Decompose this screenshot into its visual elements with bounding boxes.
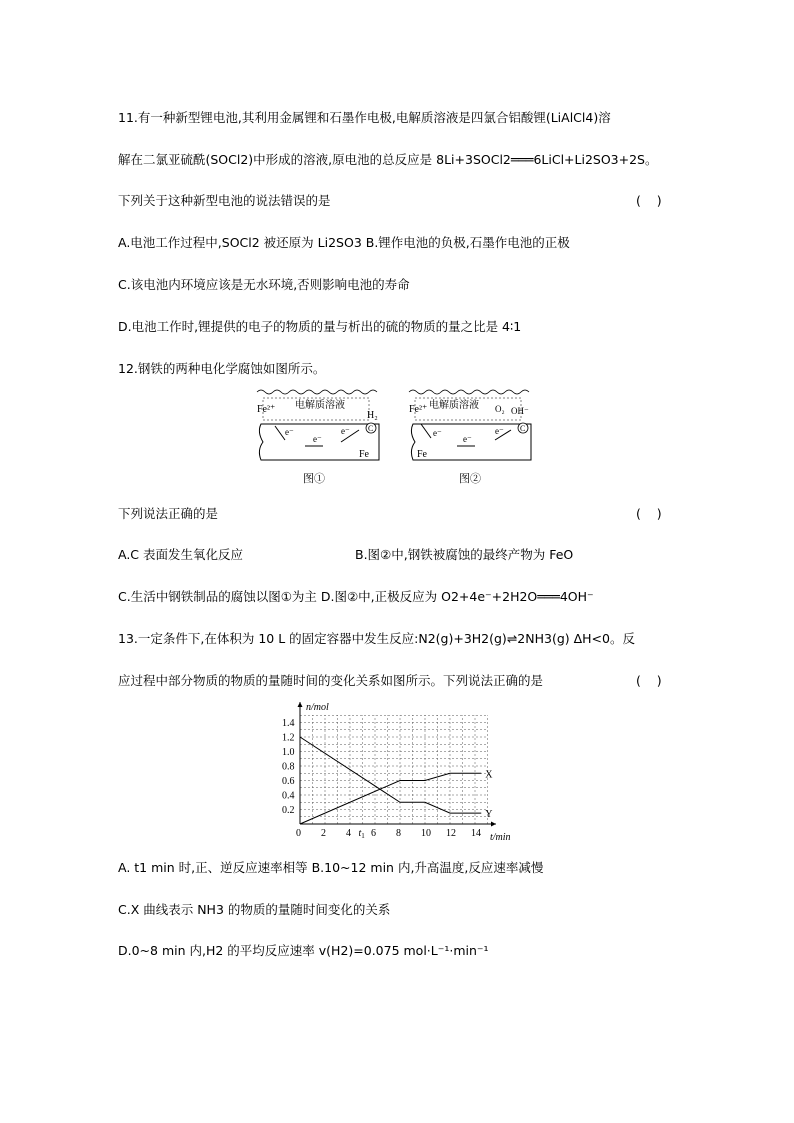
fig1-e-1: e⁻ (285, 427, 294, 437)
fig2-arrow-1 (421, 424, 431, 438)
figure-1 (257, 390, 379, 485)
x-tick-label: 10 (421, 828, 431, 839)
x-tick-label: 8 (396, 828, 401, 839)
fig2-o2-label: O₂ (495, 404, 505, 414)
q12-line-1: 12.钢铁的两种电化学腐蚀如图所示。 (118, 361, 326, 376)
amount-time-chart (270, 698, 520, 844)
q11-option-a-b: A.电池工作过程中,SOCl2 被还原为 Li2SO3 B.锂作电池的负极,石墨作电池的正极 (118, 235, 570, 250)
figure-2 (409, 390, 531, 485)
y-axis-arrow (298, 702, 303, 707)
q12-line-2: 下列说法正确的是 (118, 506, 219, 521)
q12-option-c-d: C.生活中钢铁制品的腐蚀以图①为主 D.图②中,正极反应为 O2+4e⁻+2H2O═══4OH⁻ (118, 589, 594, 604)
q12-option-a: A.C 表面发生氧化反应 (118, 547, 244, 562)
q12-answer-paren: ( ) (636, 506, 662, 521)
fig1-e-2: e⁻ (313, 434, 322, 444)
q11-option-d: D.电池工作时,锂提供的电子的物质的量与析出的硫的物质的量之比是 4∶1 (118, 319, 522, 334)
q13-answer-paren: ( ) (636, 673, 662, 688)
fig2-solution-label: 电解质溶液 (429, 400, 479, 411)
y-tick-label: 0.2 (282, 805, 295, 816)
series-label-x: X (485, 769, 493, 781)
fig2-e-3: e⁻ (495, 426, 504, 436)
corrosion-figures (255, 380, 535, 492)
x-tick-label: $t_1$ (358, 828, 365, 840)
x-tick-label: 14 (471, 828, 481, 839)
fig1-h2-label: H₂ (367, 410, 378, 421)
y-tick-label: 0.4 (282, 790, 295, 802)
fig2-fe2-label: Fe²⁺ (409, 404, 428, 415)
fig2-e-1: e⁻ (433, 428, 442, 438)
fig2-c-label: C (520, 424, 526, 433)
fig2-water-wave (409, 390, 529, 394)
y-tick-label: 1.2 (282, 732, 295, 744)
fig2-oh-label: OH⁻ (511, 406, 529, 416)
series-line-x (300, 773, 481, 824)
q13-option-c: C.X 曲线表示 NH3 的物质的量随时间变化的关系 (118, 902, 391, 917)
fig2-caption: 图② (459, 473, 481, 485)
y-tick-label: 0.8 (282, 761, 295, 773)
fig1-fe-label: Fe (359, 449, 369, 460)
fig1-fe2-label: Fe²⁺ (257, 404, 276, 415)
fig1-solution-label: 电解质溶液 (295, 400, 345, 411)
fig2-e-2: e⁻ (463, 434, 472, 444)
q11-option-c: C.该电池内环境应该是无水环境,否则影响电池的寿命 (118, 277, 410, 292)
series-line-y (300, 737, 481, 813)
x-axis-label: t/min (490, 832, 511, 843)
q11-line-2: 解在二氯亚硫酰(SOCl2)中形成的溶液,原电池的总反应是 8Li+3SOCl2═══6LiCl+Li2SO3+2S。 (118, 152, 658, 167)
y-tick-label: 1.0 (282, 747, 295, 758)
q13-line-2: 应过程中部分物质的物质的量随时间的变化关系如图所示。下列说法正确的是 (118, 673, 544, 688)
series-label-y: Y (485, 809, 493, 821)
q11-line-3: 下列关于这种新型电池的说法错误的是 (118, 193, 331, 208)
q13-option-d: D.0~8 min 内,H2 的平均反应速率 v(H2)=0.075 mol·L⁻¹·min⁻¹ (118, 943, 489, 958)
chart-grid (300, 715, 488, 824)
fig1-arrow-1 (275, 426, 285, 440)
y-axis-label: n/mol (306, 702, 329, 713)
q11-answer-paren: ( ) (636, 193, 662, 208)
x-tick-label: 12 (446, 828, 456, 839)
y-tick-label: 1.4 (282, 718, 295, 729)
fig1-c-label: C (368, 424, 374, 433)
x-tick-label: 6 (371, 828, 376, 839)
q13-option-a-b: A. t1 min 时,正、逆反应速率相等 B.10~12 min 内,升高温度,反应速率减慢 (118, 860, 544, 875)
x-tick-label: 4 (346, 828, 351, 839)
q11-line-1: 11.有一种新型锂电池,其利用金属锂和石墨作电极,电解质溶液是四氯合铝酸锂(LiAlCl4)溶 (118, 110, 611, 125)
y-tick-label: 0.6 (282, 776, 295, 787)
fig2-fe-label: Fe (417, 449, 427, 460)
origin-label: 0 (296, 828, 301, 839)
q13-line-1: 13.一定条件下,在体积为 10 L 的固定容器中发生反应:N2(g)+3H2(g)⇌2NH3(g) ΔH<0。反 (118, 631, 635, 646)
q12-option-b: B.图②中,钢铁被腐蚀的最终产物为 FeO (355, 547, 574, 562)
x-axis-arrow (491, 822, 496, 827)
fig1-caption: 图① (303, 473, 325, 485)
fig1-e-3: e⁻ (341, 426, 350, 436)
fig1-water-wave (257, 390, 377, 394)
x-tick-label: 2 (321, 828, 326, 839)
